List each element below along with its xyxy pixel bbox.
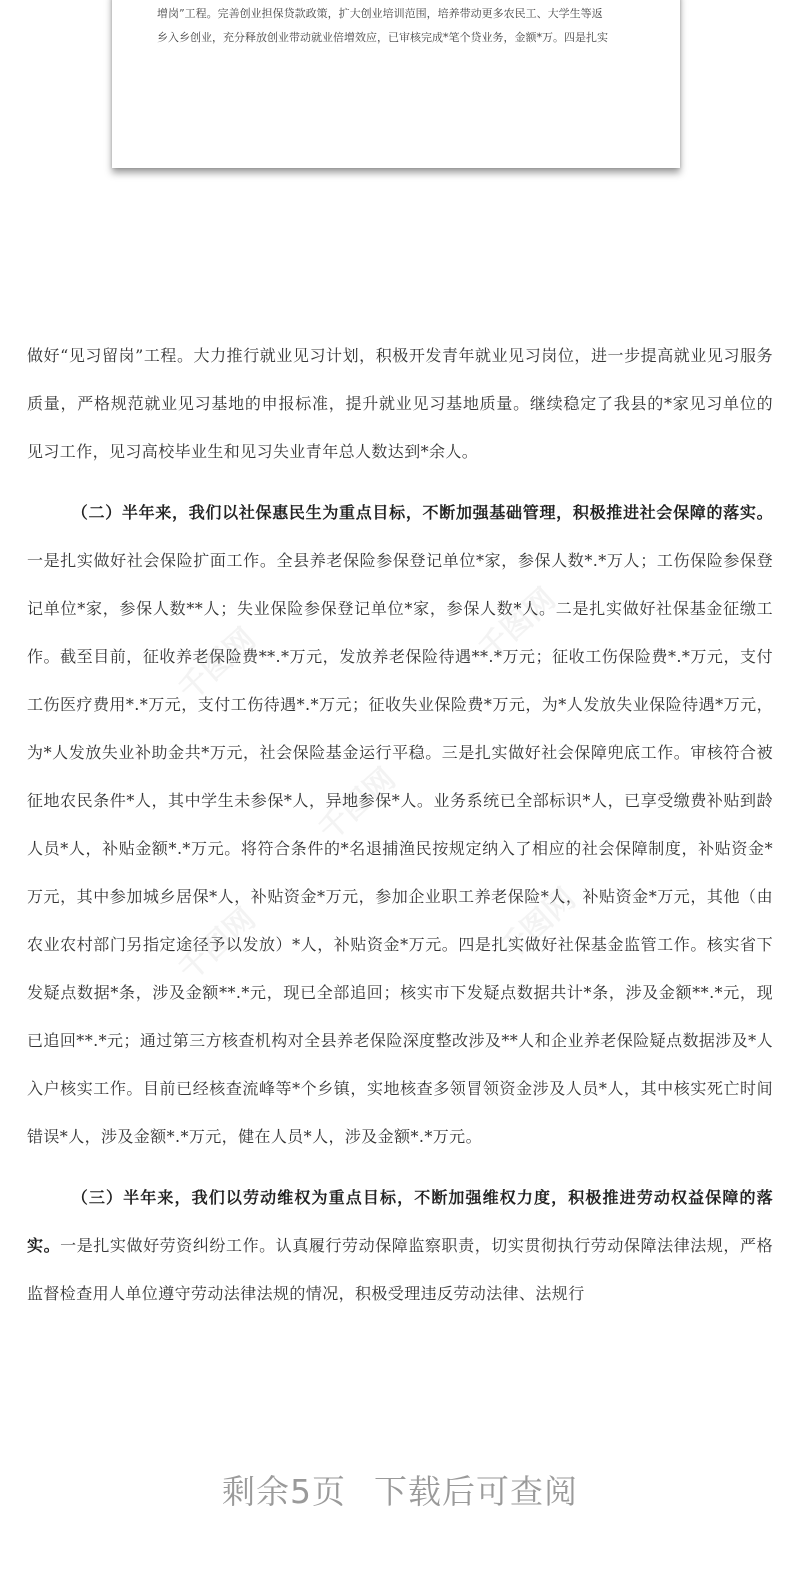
watermark: 千图网: [492, 881, 583, 968]
download-prompt-bar[interactable]: [0, 1466, 800, 1513]
paragraph-internship: 做好“见习留岗”工程。大力推行就业见习计划，积极开发青年就业见习岗位，进一步提高就业见习服务质量，严格规范就业见习基地的申报标准，提升就业见习基地质量。继续稳定了我县的*家见习单位的见习工作，见习高校毕业生和见习失业青年总人数达到*余人。: [27, 346, 773, 461]
paragraph-social-security: [27, 489, 773, 1161]
watermark: 千图网: [472, 581, 563, 668]
section-heading-labor-rights: （三）半年来，我们以劳动维权为重点目标，不断加强维权力度，积极推进劳动权益保障的落实。: [27, 1188, 773, 1255]
paragraph-labor-rights: [27, 1174, 773, 1318]
watermark: 千图网: [172, 621, 263, 708]
remaining-pages-label: 剩余5页: [222, 1472, 346, 1511]
watermark: 千图网: [312, 761, 403, 848]
paragraph-social-security-body: 一是扎实做好社会保险扩面工作。全县养老保险参保登记单位*家，参保人数*.*万人；工伤保险参保登记单位*家，参保人数**人；失业保险参保登记单位*家，参保人数*人。二是扎实做好社保基金征缴工作。截至目前，征收养老保险费**.*万元，发放养老保险待遇**.*万元；征收工伤保险费*.*万元，支付工伤医疗费用*.*万元，支付工伤待遇*.*万元；征收失业保险费*万元，为*人发放失业保险待遇*万元，为*人发放失业补助金共*万元，社会保险基金运行平稳。三是扎实做好社会保障兜底工作。审核符合被征地农民条件*人，其中学生未参保*人，异地参保*人。业务系统已全部标识*人，已享受缴费补贴到龄人员*人，补贴金额*.*万元。将符合条件的*名退捕渔民按规定纳入了相应的社会保障制度，补贴资金*万元，其中参加城乡居保*人，补贴资金*万元，参加企业职工养老保险*人，补贴资金*万元，其他（由农业农村部门另指定途径予以发放）*人，补贴资金*万元。四是扎实做好社保基金监管工作。核实省下发疑点数据*条，涉及金额**.*元，现已全部追回；核实市下发疑点数据共计*条，涉及金额**.*元，现已追回**.*元；通过第三方核查机构对全县养老保险深度整改涉及**人和企业养老保险疑点数据涉及*人入户核实工作。目前已经核查流峰等*个乡镇，实地核查多领冒领资金涉及人员*人，其中核实死亡时间错误*人，涉及金额*.*万元，健在人员*人，涉及金额*.*万元。: [27, 551, 773, 1146]
paragraph-labor-rights-body: 一是扎实做好劳资纠纷工作。认真履行劳动保障监察职责，切实贯彻执行劳动保障法律法规，严格监督检查用人单位遵守劳动法律法规的情况，积极受理违反劳动法律、法规行: [27, 1236, 773, 1303]
preview-line: 增岗”工程。完善创业担保贷款政策，扩大创业培训范围，培养带动更多农民工、大学生等返: [157, 7, 603, 20]
download-to-view-label[interactable]: 下载后可查阅: [374, 1472, 578, 1511]
watermark: 千图网: [172, 901, 263, 988]
document-body: [27, 332, 773, 1331]
preview-page-text: [157, 2, 644, 50]
preview-page-card: [112, 0, 680, 168]
section-heading-social-security: （二）半年来，我们以社保惠民生为重点目标，不断加强基础管理，积极推进社会保障的落实。: [71, 503, 773, 522]
preview-line: 乡入乡创业，充分释放创业带动就业倍增效应，已审核完成*笔个贷业务，金额*万。四是扎实: [157, 31, 608, 44]
